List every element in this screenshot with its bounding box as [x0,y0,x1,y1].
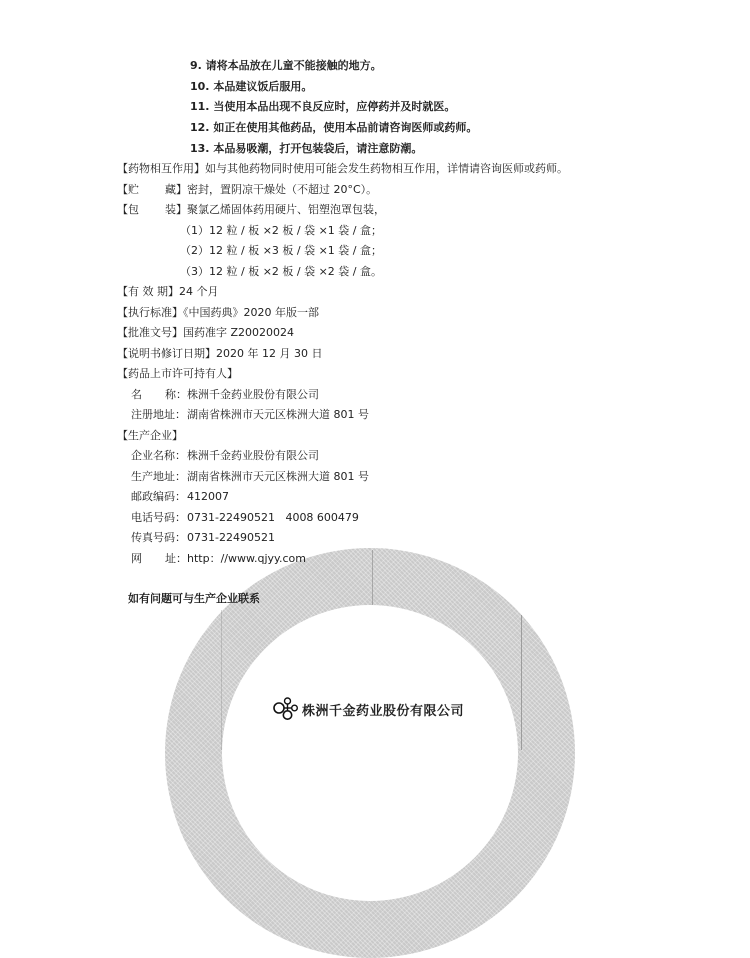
manufacturer-name-value: 株洲千金药业股份有限公司 [187,449,319,462]
mah-name-label-right: 称： [165,388,187,401]
precaution-item: 12. 如正在使用其他药品，使用本品前请咨询医师或药师。 [190,121,478,134]
approval-label: 【批准文号】 [117,326,183,339]
approval-value: 国药准字 Z20020024 [183,326,295,339]
phone-row [131,511,359,525]
precaution-item: 11. 当使用本品出现不良反应时，应停药并及时就医。 [190,100,456,113]
mah-name-row [131,388,319,402]
postcode-row [131,490,229,504]
packaging-row [117,203,385,217]
validity-label: 【有 效 期】 [117,285,179,298]
website-value: http：//www.qjyy.com [187,552,306,565]
fax-row [131,531,275,545]
packaging-label-left: 【包 [117,203,139,216]
precaution-item: 10. 本品建议饭后服用。 [190,80,313,93]
website-label-left: 网 [131,552,142,565]
validity-row [117,285,219,299]
packaging-value: 聚氯乙烯固体药用硬片、铝塑泡罩包装， [187,203,385,216]
mah-name-label-left: 名 [131,388,142,401]
packaging-option: （2）12 粒 / 板 ×3 板 / 袋 ×1 袋 / 盒； [180,244,383,257]
packaging-option: （3）12 粒 / 板 ×2 板 / 袋 ×2 袋 / 盒。 [180,265,383,278]
revision-date-label: 【说明书修订日期】 [117,347,216,360]
footer-company-name: 株洲千金药业股份有限公司 [302,703,465,719]
revision-date-value: 2020 年 12 月 30 日 [216,347,323,360]
precaution-item: 13. 本品易吸潮，打开包装袋后，请注意防潮。 [190,142,423,155]
storage-label-right: 藏】 [165,183,187,196]
manufacturer-name-row [131,449,319,463]
mah-address-value: 湖南省株洲市天元区株洲大道 801 号 [187,408,369,421]
storage-value: 密封，置阴凉干燥处（不超过 20°C）。 [187,183,378,196]
storage-label-left: 【贮 [117,183,139,196]
interactions-value: 如与其他药物同时使用可能会发生药物相互作用，详情请咨询医师或药师。 [205,162,568,175]
standard-label: 【执行标准】 [117,306,183,319]
revision-date-row [117,347,322,361]
standard-row [117,306,319,320]
manufacturer-address-row [131,470,369,484]
mah-name-value: 株洲千金药业股份有限公司 [187,388,319,401]
packaging-label-right: 装】 [165,203,187,216]
company-logo [273,697,464,721]
mah-address-label: 注册地址： [131,408,186,421]
website-row [131,552,306,566]
website-label-right: 址： [165,552,187,565]
validity-value: 24 个月 [179,285,219,298]
fax-label: 传真号码： [131,531,186,544]
fax-value: 0731-22490521 [187,531,275,544]
phone-value: 0731-22490521 4008 600479 [187,511,359,524]
qianjin-circles-logo-icon [273,697,299,721]
manufacturer-heading: 【生产企业】 [117,429,183,442]
mah-address-row [131,408,369,422]
manufacturer-address-label: 生产地址： [131,470,186,483]
interactions-row [117,162,568,176]
interactions-label: 【药物相互作用】 [117,162,205,175]
phone-label: 电话号码： [131,511,186,524]
precaution-item: 9. 请将本品放在儿童不能接触的地方。 [190,59,382,72]
contact-note: 如有问题可与生产企业联系 [128,592,260,605]
approval-row [117,326,294,340]
standard-value: 《中国药典》2020 年版一部 [183,306,319,319]
storage-row [117,183,377,197]
mah-heading: 【药品上市许可持有人】 [117,367,238,380]
postcode-value: 412007 [187,490,229,503]
packaging-option: （1）12 粒 / 板 ×2 板 / 袋 ×1 袋 / 盒； [180,224,383,237]
postcode-label: 邮政编码： [131,490,186,503]
manufacturer-address-value: 湖南省株洲市天元区株洲大道 801 号 [187,470,369,483]
manufacturer-name-label: 企业名称： [131,449,186,462]
